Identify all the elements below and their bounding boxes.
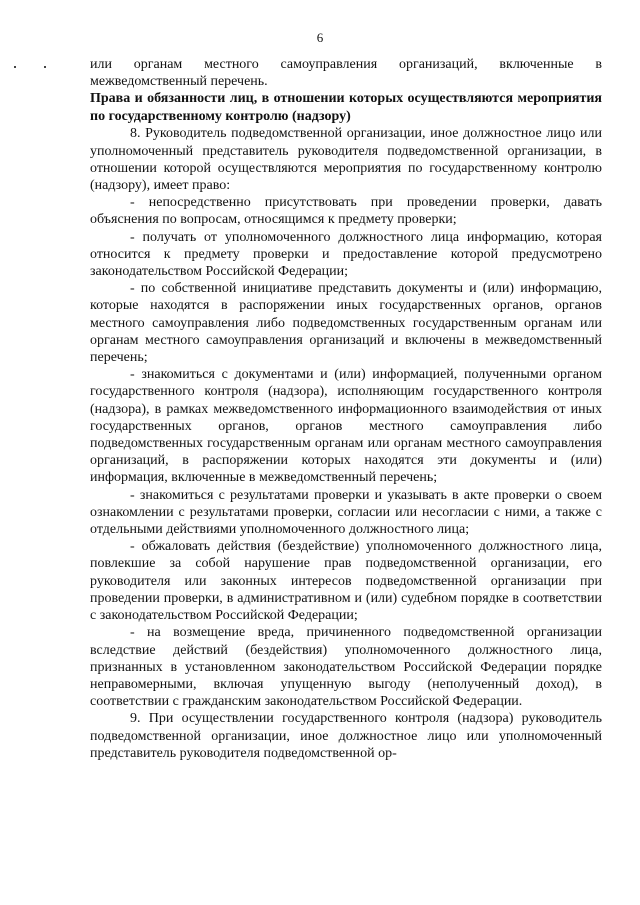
right-item-results: - знакомиться с результатами проверки и указывать в акте проверки о своем ознакомлении с результатами проверки, согласии или несогласии с ними, а также с отдельными действиями уполномоченного должностного лица; bbox=[90, 487, 602, 538]
right-item-documents: - по собственной инициативе представить документы и (или) информацию, которые находятся в распоряжении иных государственных органов, органов местного самоуправления либо подведомственных государственным органам или органам местного самоуправления организаций и включены в межведомственный перечень; bbox=[90, 281, 602, 366]
right-item-presence: - непосредственно присутствовать при проведении проверки, давать объяснения по вопросам, относящимся к предмету проверки; bbox=[90, 195, 602, 228]
paragraph-8: 8. Руководитель подведомственной организации, иное должностное лицо или уполномоченный представитель руководителя подведомственной организации, в отношении которой осуществляются мероприятия по государственному контролю (надзору), имеет право: bbox=[90, 126, 602, 194]
intro-paragraph: или органам местного самоуправления организаций, включенные в межведомственный перечень. bbox=[90, 57, 602, 90]
right-item-compensation: - на возмещение вреда, причиненного подведомственной организации вследствие действий (бездействия) уполномоченного должностного лица, признанных в установленном законодательством Российской Федерации порядке неправомерными, включая упущенную выгоду (неполученный доход), в соответствии с гражданским законодательством Российской Федерации. bbox=[90, 625, 602, 710]
right-item-information: - получать от уполномоченного должностного лица информацию, которая относится к предмету проверки и предоставление которой предусмотрено законодательством Российской Федерации; bbox=[90, 229, 602, 280]
page-number: 6 bbox=[316, 30, 324, 45]
document-body bbox=[90, 56, 602, 762]
scan-mark bbox=[14, 66, 16, 68]
section-heading: Права и обязанности лиц, в отношении которых осуществляются мероприятия по государственному контролю (надзору) bbox=[90, 91, 602, 124]
scan-mark bbox=[44, 66, 46, 68]
right-item-familiarize: - знакомиться с документами и (или) информацией, полученными органом государственного контроля (надзора), исполняющим государственного контроля (надзора), в рамках межведомственного информационного взаимодействия от иных государственных органов, органов местного самоуправления либо подведомственных государственным органам или органам местного самоуправления организаций, в распоряжении которых находятся эти документы и (или) информация, включенные в межведомственный перечень; bbox=[90, 367, 602, 486]
right-item-appeal: - обжаловать действия (бездействие) уполномоченного должностного лица, повлекшие за собой нарушение прав подведомственной организации, его руководителя или законных интересов подведомственной организации при проведении проверки, в административном и (или) судебном порядке в соответствии с законодательством Российской Федерации; bbox=[90, 539, 602, 624]
paragraph-9: 9. При осуществлении государственного контроля (надзора) руководитель подведомственной организации, иное должностное лицо или уполномоченный представитель руководителя подведомственной ор- bbox=[90, 711, 602, 761]
